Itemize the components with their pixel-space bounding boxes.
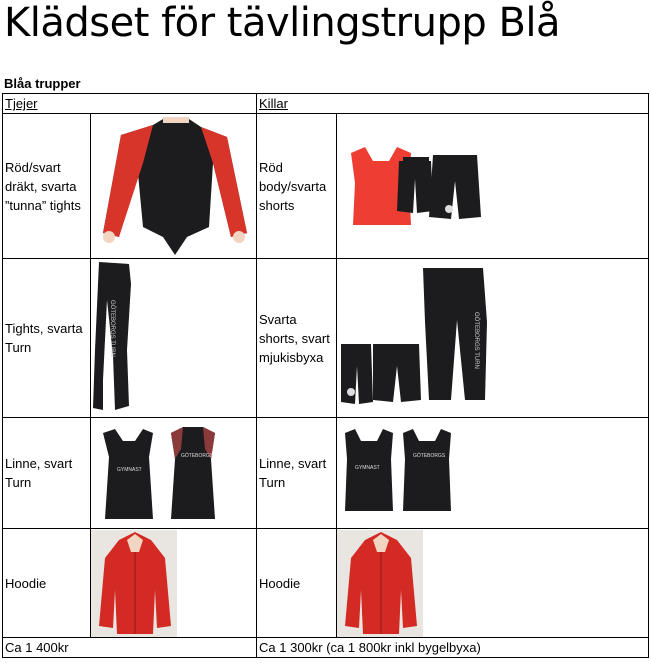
black-tank-tops-image (91, 419, 255, 528)
svg-text:GYMNAST: GYMNAST (117, 466, 142, 473)
outfit-table (2, 93, 649, 658)
svg-text:GÖTEBORGS: GÖTEBORGS (413, 452, 446, 459)
table-footer-row (3, 638, 649, 658)
boys-item-label: Hoodie (257, 529, 337, 638)
girls-item-image (91, 114, 257, 259)
boys-item-label: Röd body/svarta shorts (257, 114, 337, 259)
table-row (3, 259, 649, 418)
girls-item-image (91, 259, 257, 418)
black-tank-tops-boys-image (337, 419, 647, 528)
girls-item-label: Linne, svart Turn (3, 418, 91, 529)
table-header-row (3, 94, 649, 114)
svg-text:GYMNAST: GYMNAST (355, 464, 380, 471)
black-tights-image (91, 260, 255, 417)
boys-item-image (337, 114, 649, 259)
boys-item-image (337, 418, 649, 529)
red-black-leotard-image (91, 115, 255, 258)
black-shorts-and-sweatpants-image (337, 260, 647, 417)
header-boys: Killar (257, 94, 649, 114)
table-row (3, 114, 649, 259)
girls-price: Ca 1 400kr (3, 638, 257, 658)
girls-item-label: Tights, svarta Turn (3, 259, 91, 418)
table-row (3, 418, 649, 529)
girls-item-label: Röd/svart dräkt, svarta ”tunna” tights (3, 114, 91, 259)
girls-item-image (91, 418, 257, 529)
girls-item-image (91, 529, 257, 638)
page-title: Klädset för tävlingstrupp Blå (4, 0, 561, 46)
section-subtitle: Blåa trupper (4, 76, 81, 91)
red-hoodie-image (337, 530, 647, 637)
red-hoodie-image (91, 530, 255, 637)
girls-item-label: Hoodie (3, 529, 91, 638)
boys-item-label: Svarta shorts, svart mjukisbyxa (257, 259, 337, 418)
svg-text:GÖTEBORGS: GÖTEBORGS (181, 452, 214, 459)
boys-price: Ca 1 300kr (ca 1 800kr inkl bygelbyxa) (257, 638, 649, 658)
table-row (3, 529, 649, 638)
svg-text:GÖTEBORGS TURN: GÖTEBORGS TURN (109, 299, 115, 357)
red-tank-and-shorts-image (337, 115, 647, 258)
header-girls: Tjejer (3, 94, 257, 114)
boys-item-label: Linne, svart Turn (257, 418, 337, 529)
boys-item-image (337, 259, 649, 418)
svg-text:GÖTEBORGS TURN: GÖTEBORGS TURN (473, 311, 480, 369)
boys-item-image (337, 529, 649, 638)
